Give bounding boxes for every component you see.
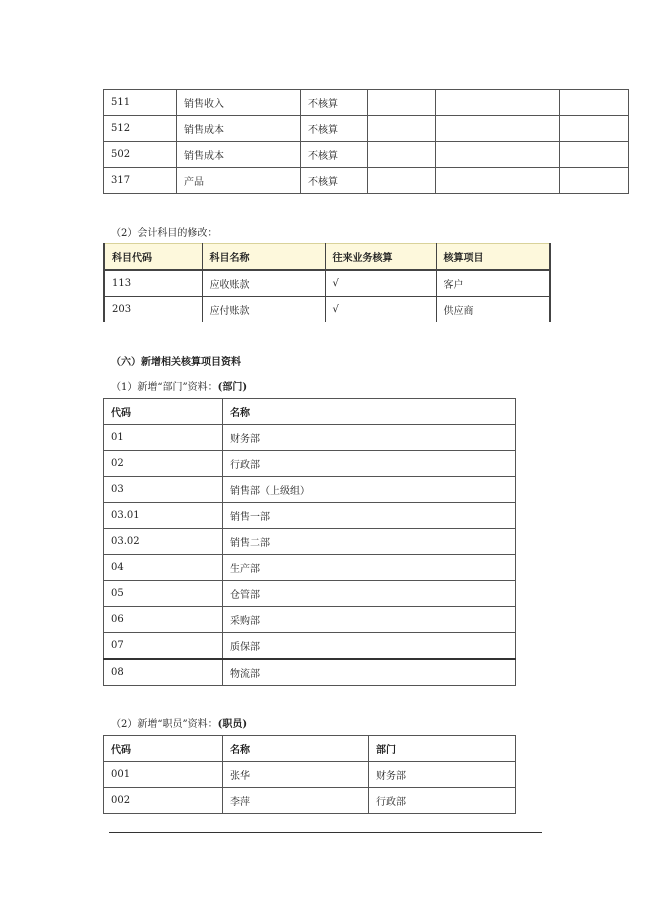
accounts-table (103, 89, 629, 194)
dept-name: 生产部 (223, 555, 516, 581)
dept-name: 财务部 (223, 425, 516, 451)
dept-name: 采购部 (223, 607, 516, 633)
dept-code: 05 (104, 581, 223, 607)
table-header-row (104, 244, 550, 271)
table-row (104, 607, 516, 633)
table-row (104, 270, 550, 297)
dept-code: 04 (104, 555, 223, 581)
header-dept: 部门 (369, 736, 516, 762)
table-cell (560, 168, 629, 194)
table-cell (560, 90, 629, 116)
modify-table (103, 243, 551, 322)
table-cell (436, 168, 560, 194)
header-accounting-item: 核算项目 (436, 244, 550, 271)
dept-name: 仓管部 (223, 581, 516, 607)
staff-table (103, 735, 516, 814)
account-code: 512 (104, 116, 177, 142)
account-accounting: 不核算 (301, 142, 368, 168)
dept-name: 质保部 (223, 633, 516, 660)
table-header-row (104, 399, 516, 425)
account-name: 应收账款 (202, 270, 325, 297)
dept-code: 08 (104, 659, 223, 686)
accounting-item: 供应商 (436, 297, 550, 323)
dept-name: 行政部 (223, 451, 516, 477)
staff-dept: 财务部 (369, 762, 516, 788)
dept-name: 销售部（上级组） (223, 477, 516, 503)
table-row (104, 633, 516, 660)
table-row (104, 142, 629, 168)
dept-heading (111, 378, 247, 393)
staff-name: 李萍 (223, 788, 369, 814)
account-accounting: 不核算 (301, 116, 368, 142)
table-cell (368, 142, 436, 168)
dept-code: 01 (104, 425, 223, 451)
staff-code: 002 (104, 788, 223, 814)
account-code: 502 (104, 142, 177, 168)
staff-name: 张华 (223, 762, 369, 788)
account-name: 销售收入 (177, 90, 301, 116)
staff-dept: 行政部 (369, 788, 516, 814)
check-mark: √ (325, 297, 436, 323)
staff-heading-bold: (职员) (217, 719, 248, 730)
check-mark: √ (325, 270, 436, 297)
table-row (104, 581, 516, 607)
section-six-title: （六）新增相关核算项目资料 (111, 357, 241, 368)
header-code: 代码 (104, 736, 223, 762)
modify-heading: （2）会计科目的修改： (111, 228, 218, 239)
table-cell (436, 90, 560, 116)
table-cell (560, 142, 629, 168)
dept-heading-text: （1）新增“部门”资料： (111, 382, 218, 393)
table-row (104, 297, 550, 323)
dept-code: 03.02 (104, 529, 223, 555)
header-ar-ap: 往来业务核算 (325, 244, 436, 271)
staff-heading (111, 715, 247, 730)
table-row (104, 116, 629, 142)
account-name: 销售成本 (177, 116, 301, 142)
account-code: 511 (104, 90, 177, 116)
table-cell (368, 168, 436, 194)
dept-code: 06 (104, 607, 223, 633)
dept-table (103, 398, 516, 686)
account-name: 应付账款 (202, 297, 325, 323)
dept-name: 销售一部 (223, 503, 516, 529)
dept-name: 物流部 (223, 659, 516, 686)
staff-heading-text: （2）新增“职员”资料： (111, 719, 218, 730)
dept-code: 07 (104, 633, 223, 660)
table-row (104, 477, 516, 503)
dept-code: 03 (104, 477, 223, 503)
dept-name: 销售二部 (223, 529, 516, 555)
table-cell (368, 90, 436, 116)
header-code: 代码 (104, 399, 223, 425)
table-row (104, 762, 516, 788)
footer-divider (109, 832, 542, 833)
account-code: 317 (104, 168, 177, 194)
account-accounting: 不核算 (301, 90, 368, 116)
header-name: 名称 (223, 736, 369, 762)
staff-code: 001 (104, 762, 223, 788)
dept-code: 03.01 (104, 503, 223, 529)
header-name: 名称 (223, 399, 516, 425)
account-code: 113 (104, 270, 202, 297)
header-account-name: 科目名称 (202, 244, 325, 271)
account-code: 203 (104, 297, 202, 323)
table-cell (560, 116, 629, 142)
table-cell (436, 142, 560, 168)
table-row (104, 451, 516, 477)
dept-heading-bold: (部门) (217, 382, 248, 393)
table-row (104, 555, 516, 581)
table-row (104, 788, 516, 814)
account-name: 销售成本 (177, 142, 301, 168)
table-row (104, 529, 516, 555)
account-accounting: 不核算 (301, 168, 368, 194)
table-cell (368, 116, 436, 142)
table-cell (436, 116, 560, 142)
accounting-item: 客户 (436, 270, 550, 297)
dept-code: 02 (104, 451, 223, 477)
table-row (104, 425, 516, 451)
table-row (104, 90, 629, 116)
account-name: 产品 (177, 168, 301, 194)
table-row (104, 168, 629, 194)
header-account-code: 科目代码 (104, 244, 202, 271)
table-header-row (104, 736, 516, 762)
table-row (104, 659, 516, 686)
table-row (104, 503, 516, 529)
